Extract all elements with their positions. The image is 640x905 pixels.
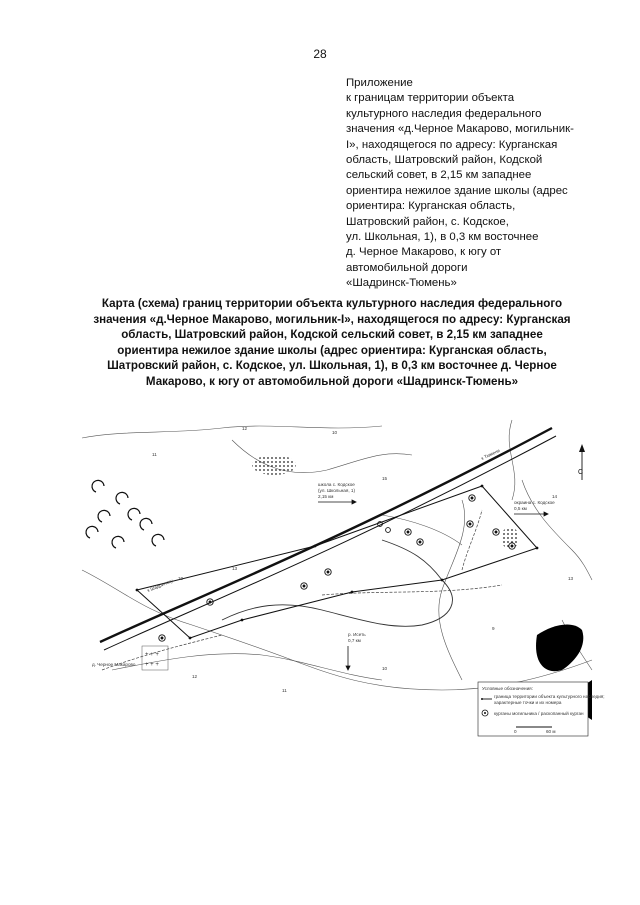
appendix-line: ул. Школьная, 1), в 0,3 км восточнее (346, 231, 539, 244)
svg-text:+ + +: + + + (145, 662, 159, 668)
map-labels (92, 448, 555, 667)
boundary-map (82, 420, 605, 740)
village-houses (145, 652, 159, 668)
legend-boundary-2: характерные точки и их номера (494, 700, 562, 705)
title-line: Шатровский район, с. Кодское, ул. Школьная, 1), в 0,3 км восточнее д. Черное (107, 359, 557, 373)
appendix-line: культурного наследия федерального (346, 107, 542, 120)
svg-text:13: 13 (568, 576, 574, 581)
title-line: значения «д.Черное Макарово, могильник-I», находящегося по адресу: Курганская (93, 312, 571, 326)
svg-text:11: 11 (152, 452, 157, 457)
appendix-line: «Шадринск-Тюмень» (346, 277, 457, 290)
svg-text:13: 13 (232, 566, 238, 571)
label-iset-distance: 0,7 км (348, 638, 361, 643)
hatched-area (252, 455, 296, 475)
shrub-symbols (86, 480, 164, 548)
label-kodskoye-edge: окраина с. Кодское (514, 500, 555, 505)
title-line: Карта (схема) границ территории объекта культурного наследия федерального (101, 297, 563, 310)
title-line: Макарово, к югу от автомобильной дороги «Шадринск-Тюмень» (145, 374, 519, 388)
north-label: С (578, 469, 584, 476)
legend-scale-0: 0 (514, 729, 517, 734)
hatched-area (501, 527, 519, 549)
svg-text:14: 14 (552, 494, 558, 499)
map-legend (478, 682, 605, 736)
north-arrow (578, 444, 585, 480)
appendix-line: сельский совет, в 2,15 км западнее (346, 169, 532, 182)
object-boundary (137, 486, 537, 638)
map-title (64, 296, 600, 390)
svg-text:12: 12 (192, 674, 198, 679)
label-iset: р. Исеть (348, 632, 366, 637)
label-to-tyumen: к Тюмени (480, 447, 501, 461)
appendix-line: значения «д.Черное Макарово, могильник- (346, 123, 574, 136)
svg-text:10: 10 (382, 666, 388, 671)
svg-text:11: 11 (282, 688, 287, 693)
appendix-line: Приложение (346, 77, 413, 89)
appendix-line: Шатровский район, с. Кодское, (346, 215, 509, 228)
appendix-note (346, 76, 586, 292)
appendix-line: к границам территории объекта (346, 92, 515, 105)
boundary-points (136, 485, 539, 640)
svg-text:10: 10 (332, 430, 338, 435)
appendix-line: ориентира: Курганская область, (346, 200, 516, 213)
label-school: школа с. Кодское (318, 482, 355, 487)
direction-arrows (318, 500, 548, 670)
svg-text:12: 12 (242, 426, 248, 431)
page-number: 28 (313, 47, 327, 61)
appendix-line: ориентира нежилое здание школы (адрес (346, 184, 568, 197)
appendix-line: I», находящегося по адресу: Курганская (346, 138, 558, 151)
forest-area (536, 625, 583, 672)
svg-text:15: 15 (382, 476, 388, 481)
elevation-marks (152, 426, 574, 693)
svg-text:9: 9 (492, 626, 495, 631)
legend-scale-60: 60 м (546, 729, 556, 734)
label-kodskoye-distance: 0,5 км (514, 506, 527, 511)
legend-mounds: курганы могильника / раскопанный курган (494, 711, 584, 716)
appendix-line: д. Черное Макарово, к югу от (346, 246, 502, 259)
label-school-distance: 2,15 км (318, 494, 334, 499)
svg-text:10: 10 (178, 576, 184, 581)
burial-mounds (159, 495, 515, 641)
label-school-address: (ул. Школьная, 1) (318, 488, 355, 493)
label-to-shadrinsk: к Шадринску (146, 578, 174, 593)
svg-text:+ + +: + + + (145, 652, 159, 658)
label-village: д. Черное Макарово (92, 662, 136, 667)
appendix-line: автомобильной дороги (346, 261, 468, 274)
legend-boundary-1: граница территории объекта культурного наследия; (494, 694, 605, 699)
legend-title: Условные обозначения: (482, 686, 533, 691)
title-line: область, Шатровский район, Кодской сельский совет, в 2,15 км западнее (121, 328, 543, 342)
appendix-line: область, Шатровский район, Кодской (346, 154, 543, 167)
title-line: ориентира нежилое здание школы (адрес ориентира: Курганская область, (117, 343, 547, 357)
